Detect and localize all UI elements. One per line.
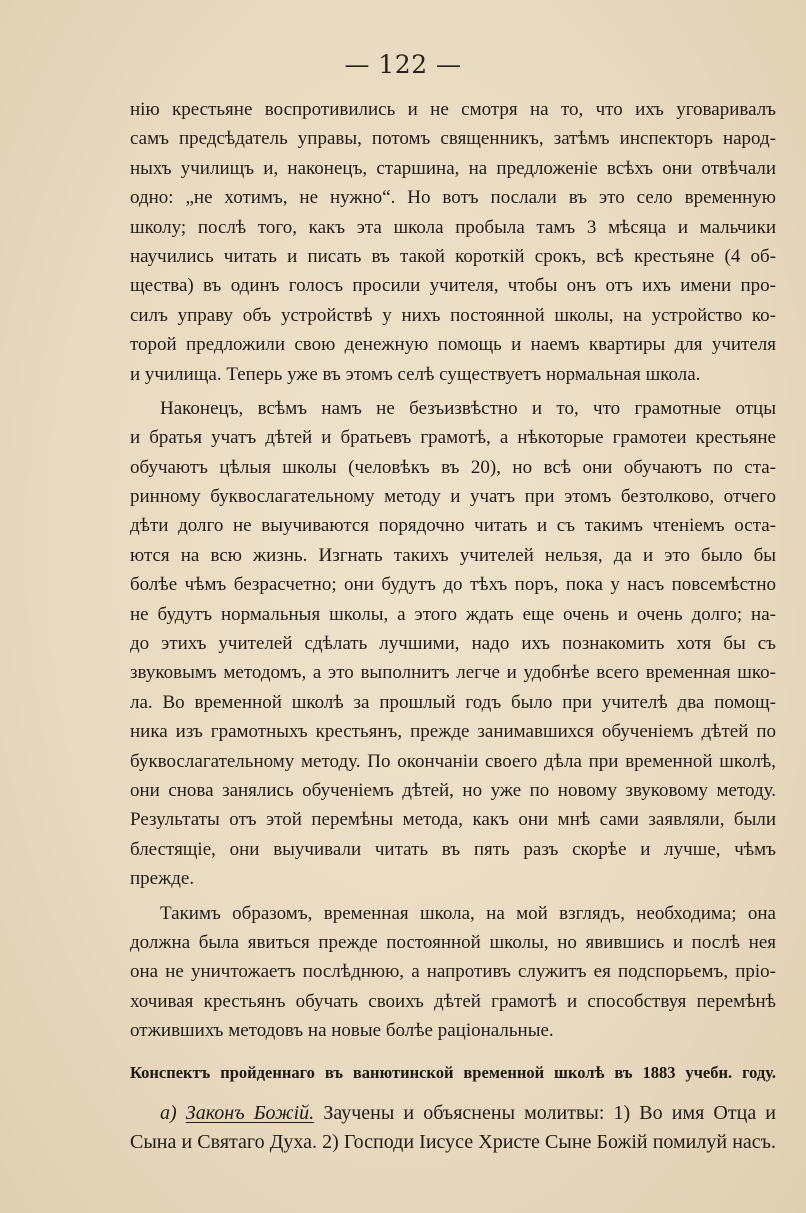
section-line-1	[130, 1099, 776, 1128]
text-line: буквослагательному методу. По окончаніи своего дѣла при временной школѣ,	[130, 750, 776, 772]
text-line: самъ предсѣдатель управы, потомъ священникъ, затѣмъ инспекторъ народ-	[130, 128, 776, 150]
text-line: до этихъ учителей сдѣлать лучшими, надо ихъ познакомить хотя бы съ	[130, 633, 776, 655]
text-line: научились читать и писать въ такой короткій срокъ, всѣ крестьяне (4 об-	[130, 245, 776, 267]
paragraph-2	[130, 394, 776, 894]
section-title: Законъ Божій.	[185, 1101, 315, 1124]
text-line: нію крестьяне воспротивились и не смотря на то, что ихъ уговаривалъ	[130, 99, 776, 120]
text-line: должна была явиться прежде постоянной школы, но явившись и послѣ нея	[130, 931, 776, 953]
body-text	[130, 95, 776, 1158]
text-line: ныхъ училищъ и, наконецъ, старшина, на предложеніе всѣхъ они отвѣчали	[130, 157, 776, 179]
text-line: школу; послѣ того, какъ эта школа пробыла тамъ 3 мѣсяца и мальчики	[130, 216, 776, 238]
text-line: прежде.	[130, 868, 195, 890]
text-line: дѣти долго не выучиваются порядочно читать и съ такимъ чтеніемъ оста-	[130, 515, 776, 537]
text-line: Наконецъ, всѣмъ намъ не безъизвѣстно и то, что грамотные отцы	[160, 397, 776, 419]
text-line: Результаты отъ этой перемѣны метода, какъ они мнѣ сами заявляли, были	[130, 809, 776, 831]
text-line: болѣе чѣмъ безрасчетно; они будутъ до тѣхъ поръ, пока у насъ повсемѣстно	[130, 574, 776, 596]
text-line: обучаютъ цѣлыя школы (человѣкъ въ 20), но всѣ они обучаютъ по ста-	[130, 456, 776, 478]
paragraph-1	[130, 95, 776, 389]
text-line: они снова занялись обученіемъ дѣтей, но уже по новому звуковому методу.	[130, 779, 776, 801]
text-line: ются на всю жизнь. Изгнать такихъ учителей нельзя, да и это было бы	[130, 544, 776, 566]
text-line: звуковымъ методомъ, а это выполнитъ легче и удобнѣе всего временная шко-	[130, 662, 776, 684]
text-line: она не уничтожаетъ послѣднюю, а напротивъ служитъ ея подспорьемъ, пріо-	[130, 961, 776, 983]
section-line-2: Сына и Святаго Духа. 2) Господи Іисусе Христе Сыне Божій помилуй насъ.	[130, 1131, 776, 1154]
text-line: отжившихъ методовъ на новые болѣе раціональные.	[130, 1020, 554, 1042]
section-paragraph	[130, 1099, 776, 1158]
text-line: и училища. Теперь уже въ этомъ селѣ существуетъ нормальная школа.	[130, 363, 701, 385]
paragraph-3	[130, 899, 776, 1046]
text-line: торой предложили свою денежную помощь и наемъ квартиры для учителя	[130, 334, 776, 356]
page-number: — 122 —	[344, 50, 462, 79]
text-line: одно: „не хотимъ, не нужно“. Но вотъ послали въ это село временную	[130, 187, 776, 209]
text-line: не будутъ нормальныя школы, а этого ждать еще очень и очень долго; на-	[130, 603, 776, 625]
text-line: силъ управу объ устройствѣ у нихъ постоянной школы, на устройство ко-	[130, 304, 776, 326]
text-line: ринному буквослагательному методу и учатъ при этомъ безтолково, отчего	[130, 486, 776, 508]
section-line-rest: Заучены и объяснены молитвы: 1) Во имя Отца и	[323, 1101, 776, 1124]
text-line: ла. Во временной школѣ за прошлый годъ было при учителѣ два помощ-	[130, 691, 776, 713]
text-line: блестящіе, они выучивали читать въ пять разъ скорѣе и лучше, чѣмъ	[130, 838, 776, 860]
section-letter: а)	[160, 1101, 177, 1124]
text-line: ника изъ грамотныхъ крестьянъ, прежде занимавшихся обученіемъ дѣтей по	[130, 721, 776, 743]
text-line: щества) въ одинъ голосъ просили учителя, чтобы онъ отъ ихъ имени про-	[130, 275, 776, 297]
section-heading: Конспектъ пройденнаго въ ванютинской временной школѣ въ 1883 учебн. году.	[130, 1062, 776, 1082]
text-line: хочивая крестьянъ обучать своихъ дѣтей грамотѣ и способствуя перемѣнѣ	[130, 990, 776, 1012]
text-line: Такимъ образомъ, временная школа, на мой взглядъ, необходима; она	[160, 902, 776, 924]
text-line: и братья учатъ дѣтей и братьевъ грамотѣ, а нѣкоторые грамотеи крестьяне	[130, 427, 776, 449]
